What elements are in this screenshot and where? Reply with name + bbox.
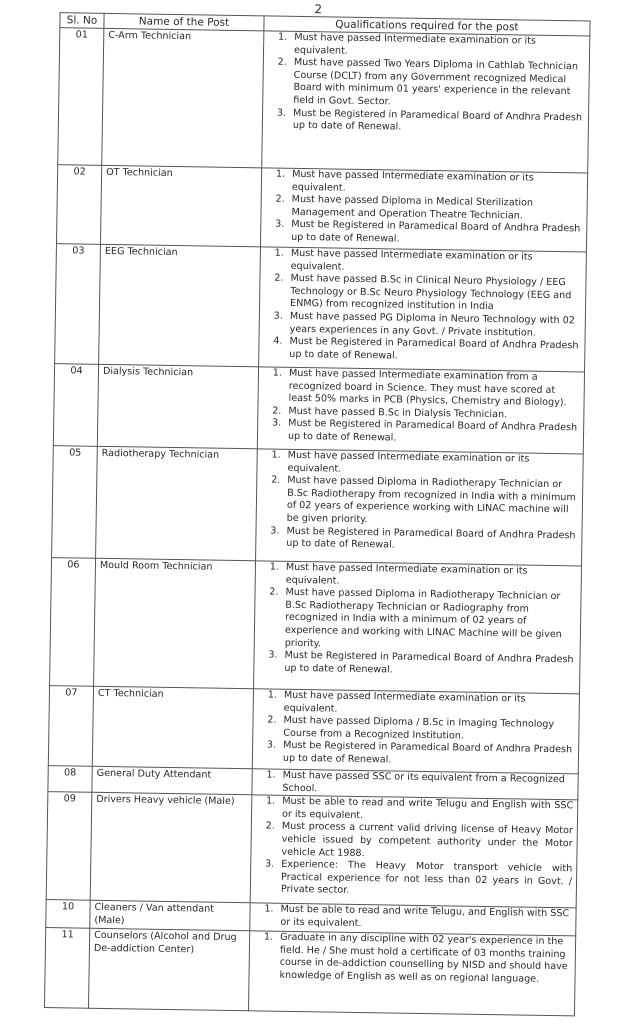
qualification-item: 3. Must be Registered in Paramedical Board of Andhra Pradesh up to date of Renewal. — [284, 418, 579, 448]
qualifications-cell — [256, 449, 584, 566]
page-number: 2 — [314, 2, 323, 17]
qualification-item: 3. Must be Registered in Paramedical Board of Andhra Pradesh up to date of Renewal. — [282, 525, 577, 555]
header-qualifications: Qualifications required for the post — [264, 16, 590, 36]
qualifications-list — [265, 168, 583, 249]
qualifications-list — [255, 796, 574, 902]
qualification-item: 1. Must have passed Intermediate examination or its equivalent. — [280, 690, 575, 720]
sl-no-cell: 02 — [56, 165, 101, 245]
sl-no-cell: 03 — [55, 244, 101, 365]
qualification-item: 2. Must have passed Diploma / B.Sc in Imaging Technology Course from a Recognized Institution. — [279, 715, 574, 745]
qualification-item: 2. Must have passed Diploma in Radiotherapy Technician or B.Sc Radiotherapy Technician or Radiography from recognized in India with a minimum of 02 years of experience and working with LINAC Machine will be given priority. — [281, 587, 577, 655]
qualification-item: 1. Must have passed Intermediate examination or its equivalent. — [290, 32, 585, 62]
sl-no-cell: 04 — [53, 364, 98, 447]
qualification-item: 3. Experience: The Heavy Motor transport vehicle with Practical experience for not less than 02 years in Govt. / Private sector. — [277, 859, 573, 901]
qualification-item: 2. Must have passed B.Sc in Clinical Neuro Physiology / EEG Technology or B.Sc Neuro Physiology Technology (EEG and ENMG) from recognized institution in India — [286, 273, 582, 315]
qualification-item: 1. Graduate in any discipline with 02 year's experience in the field. He / She must hold a certificate of 03 months training course in de-addiction counselling by NISD and should have knowledge of English as well as on regional language. — [275, 932, 571, 987]
qualifications-list — [260, 449, 579, 555]
qualifications-cell — [262, 31, 590, 173]
qualification-item: 1. Must have passed Intermediate examination or its equivalent. — [287, 248, 582, 278]
qualification-item: 1. Must have passed Intermediate examination from a recognized board in Science. They must have scored at least 50% marks in PCB (Physics, Chemistry and Biology). — [284, 368, 580, 410]
sl-no-cell: 01 — [58, 28, 104, 166]
qualifications-list — [253, 932, 571, 987]
qualifications-cell — [248, 931, 575, 1016]
qualification-item: 3. Must be Registered in Paramedical Board of Andhra Pradesh up to date of Renewal. — [280, 650, 575, 680]
qualifications-table — [44, 12, 591, 1016]
sl-no-cell: 10 — [46, 900, 90, 929]
qualifications-list — [262, 367, 580, 448]
qualification-item: 1. Must have passed Intermediate examination or its equivalent. — [283, 450, 578, 480]
qualification-item: 1. Must have passed SSC or its equivalent from a Recognized School. — [278, 770, 573, 800]
post-name-cell: OT Technician — [100, 165, 261, 247]
post-name-cell: Drivers Heavy vehicle (Male) — [90, 792, 252, 902]
qualification-item: 3. Must be Registered in Paramedical Board of Andhra Pradesh up to date of Renewal. — [289, 107, 584, 137]
post-name-cell: CT Technician — [92, 686, 253, 769]
post-name-cell: Counselors (Alcohol and Drug De-addiction Center) — [88, 928, 249, 1011]
post-name-cell: General Duty Attendant — [92, 766, 252, 795]
post-name-cell: Mould Room Technician — [94, 558, 256, 688]
table-row — [56, 165, 587, 252]
table-row — [52, 446, 584, 566]
sl-no-cell: 09 — [46, 792, 92, 901]
qualification-item: 2. Must process a current valid driving license of Heavy Motor vehicle issued by competent authority under the Motor vehicle Act 1988. — [277, 821, 573, 863]
table-row — [46, 792, 578, 908]
qualification-item: 3. Must be Registered in Paramedical Board of Andhra Pradesh up to date of Renewal. — [287, 219, 582, 249]
sl-no-cell: 11 — [44, 928, 89, 1009]
qualifications-list — [254, 904, 571, 934]
table-row — [50, 558, 582, 694]
sl-no-cell: 08 — [48, 766, 92, 793]
header-name-of-post: Name of the Post — [104, 13, 264, 31]
post-name-cell: Cleaners / Van attendant (Male) — [90, 900, 250, 931]
qualifications-list — [257, 689, 575, 770]
qualification-item: 2. Must have passed B.Sc in Dialysis Technician. — [284, 406, 579, 423]
post-name-cell: Dialysis Technician — [97, 364, 258, 449]
qualification-item: 2. Must have passed Two Years Diploma in Cathlab Technician Course (DCLT) from any Government recognized Medical Board with minimum 01 years' experience in the relevant field in Govt. Sector. — [289, 57, 585, 112]
qualifications-cell — [259, 247, 587, 372]
qualifications-list — [258, 561, 577, 679]
qualifications-cell — [260, 168, 587, 252]
qualifications-cell — [254, 561, 582, 694]
sl-no-cell: 06 — [50, 558, 96, 687]
qualification-item: 1. Must be able to read and write Telugu, and English with SSC or its equivalent. — [276, 904, 571, 934]
table-row — [53, 364, 584, 454]
sl-no-cell: 07 — [48, 686, 93, 767]
qualification-item: 3. Must have passed PG Diploma in Neuro Technology with 02 years experiences in any Govt. / Private institution. — [286, 311, 581, 341]
qualification-item: 4. Must be Registered in Paramedical Board of Andhra Pradesh up to date of Renewal. — [285, 336, 580, 366]
qualification-item: 2. Must have passed Diploma in Radiotherapy Technician or B.Sc Radiotherapy from recognized in India with a minimum of 02 years of experience working with LINAC machine will be given priority. — [283, 475, 579, 530]
qualifications-list — [256, 769, 573, 799]
post-name-cell: Radiotherapy Technician — [96, 446, 258, 560]
qualification-item: 1. Must have passed Intermediate examination or its equivalent. — [288, 169, 583, 199]
post-name-cell: EEG Technician — [99, 244, 261, 366]
qualifications-cell — [252, 689, 579, 774]
qualifications-list — [267, 31, 586, 137]
qualification-item: 3. Must be Registered in Paramedical Board of Andhra Pradesh up to date of Renewal. — [279, 740, 574, 770]
post-name-cell: C-Arm Technician — [102, 28, 264, 167]
qualifications-list — [263, 247, 582, 365]
qualification-item: 1. Must be able to read and write Telugu and English with SSC or its equivalent. — [278, 796, 573, 826]
table-row — [48, 686, 579, 774]
table-row — [44, 928, 575, 1016]
table-row — [55, 244, 587, 372]
qualification-item: 1. Must have passed Intermediate examination or its equivalent. — [282, 562, 577, 592]
header-sl-no: Sl. No — [60, 13, 104, 29]
qualification-item: 2. Must have passed Diploma in Medical Sterilization Management and Operation Theatre Technician. — [287, 194, 582, 224]
table-row — [58, 28, 590, 173]
qualifications-cell — [250, 795, 578, 908]
qualifications-cell — [257, 367, 584, 454]
sl-no-cell: 05 — [52, 446, 98, 559]
